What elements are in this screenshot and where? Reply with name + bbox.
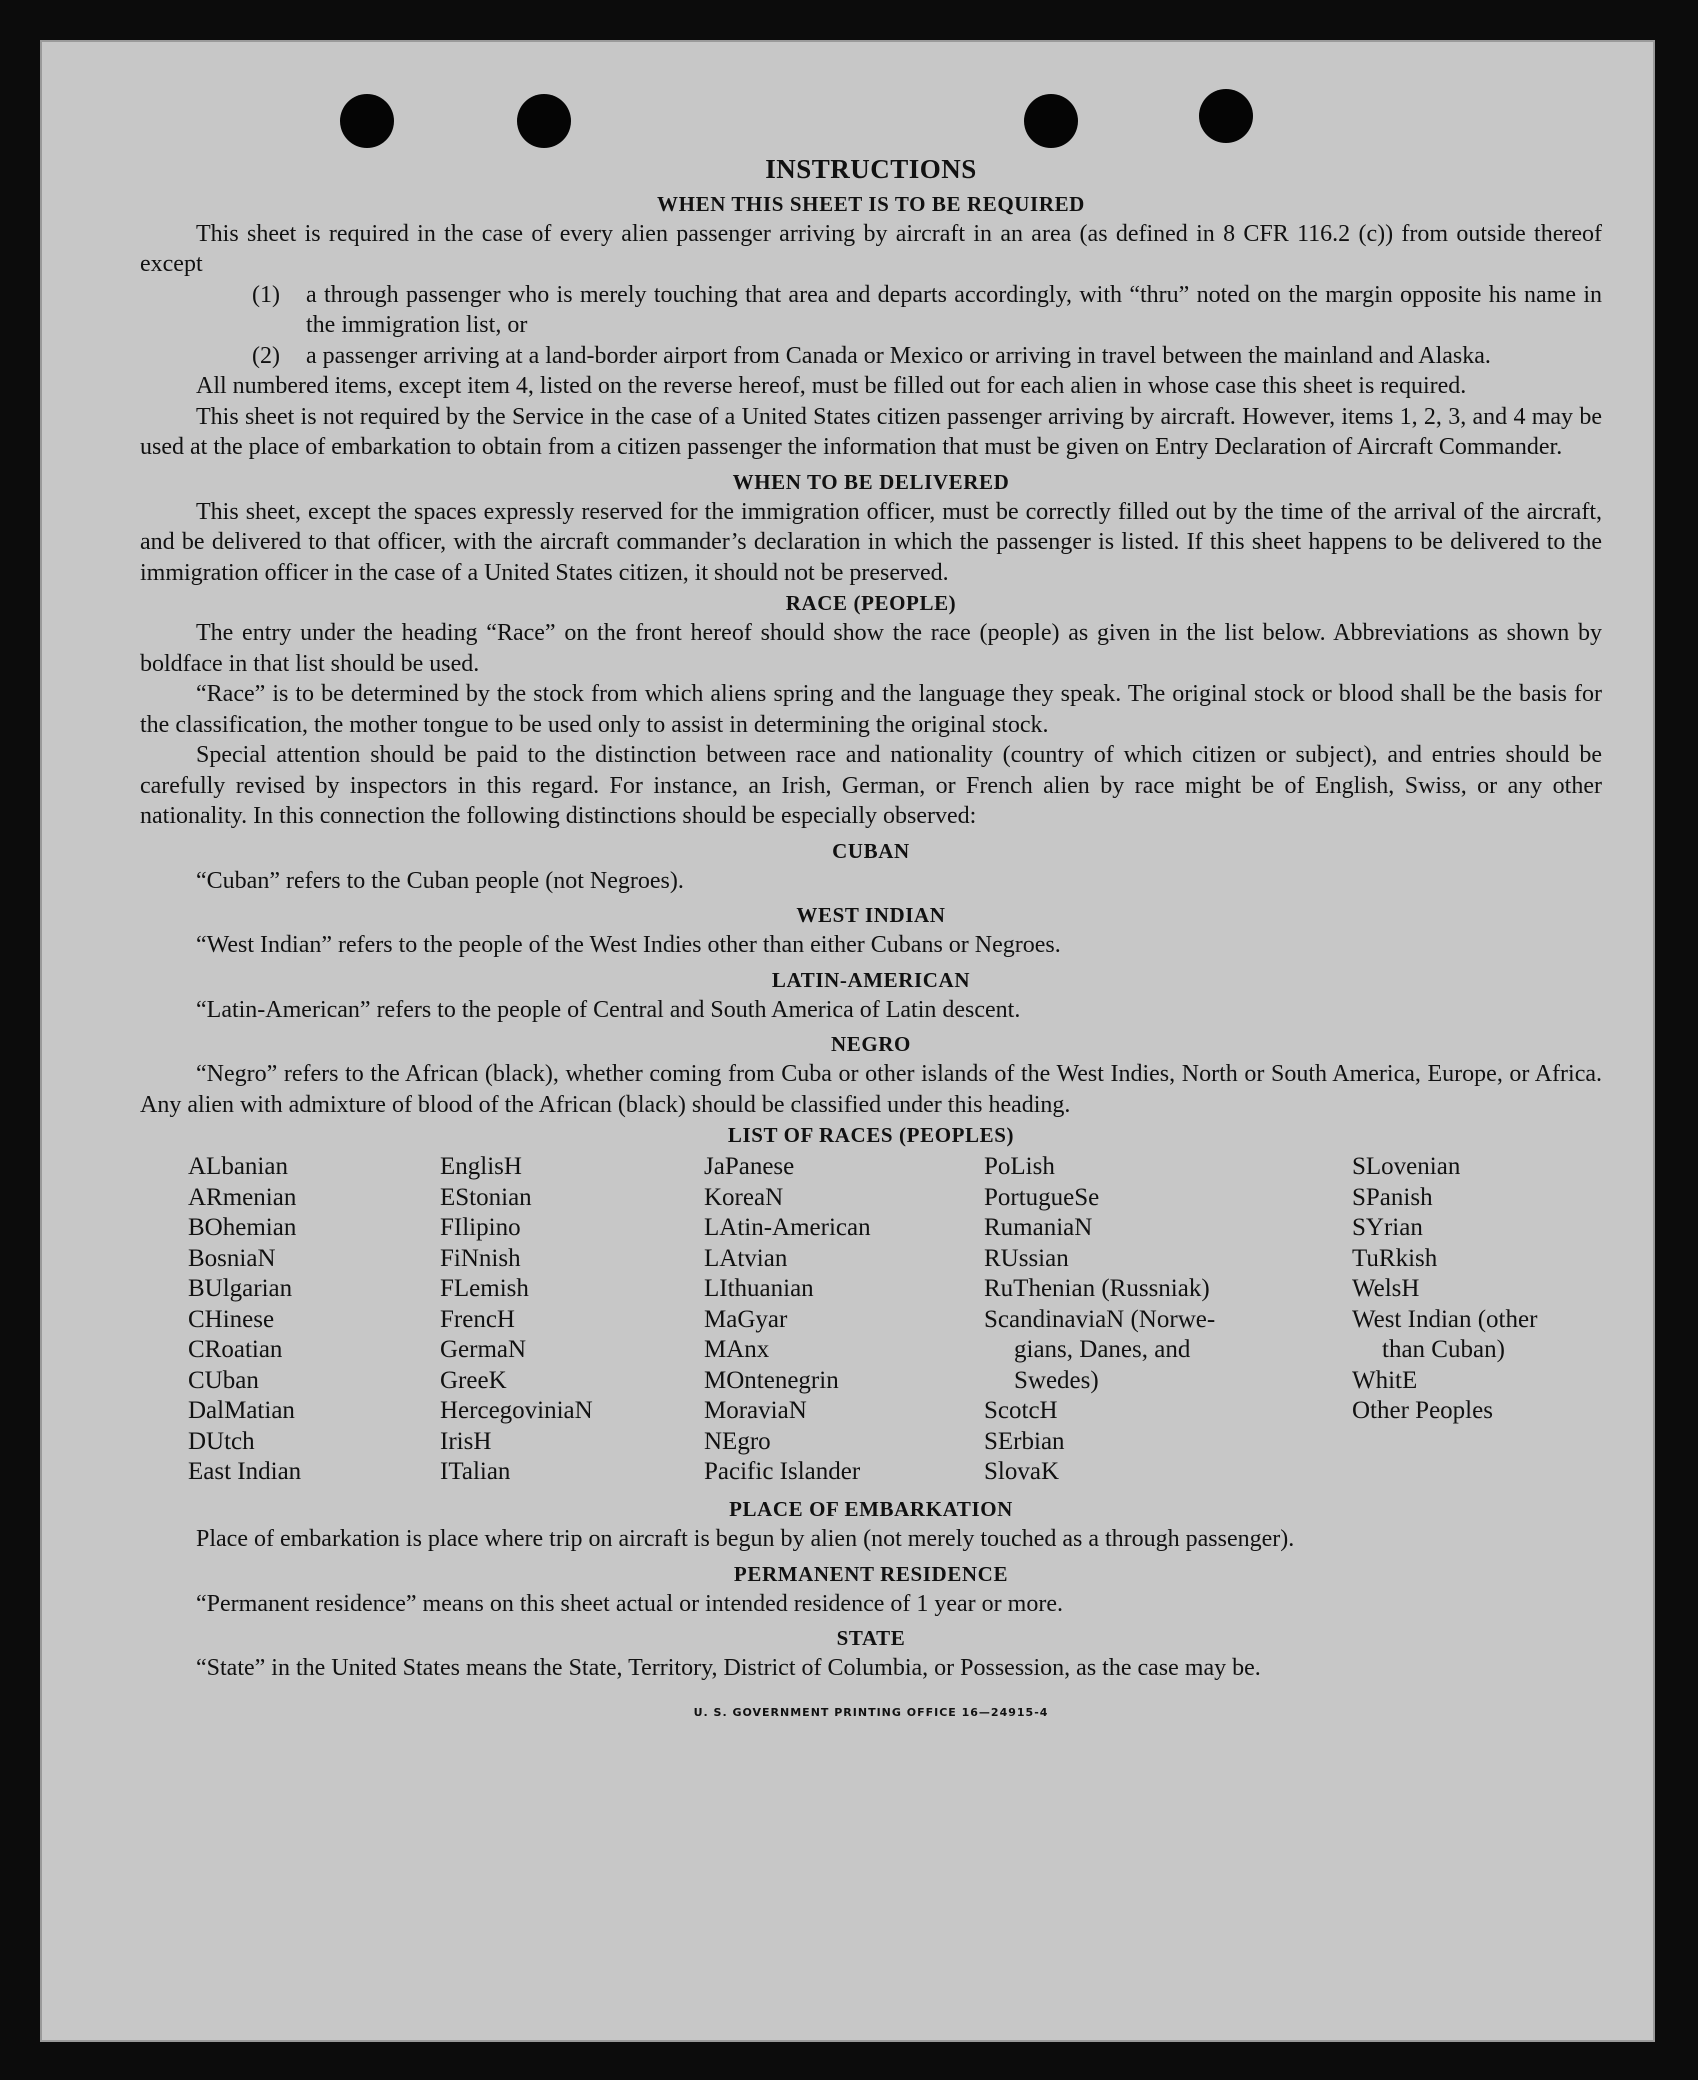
heading-when-required: WHEN THIS SHEET IS TO BE REQUIRED (657, 191, 1085, 216)
race-entry: SLovenian (1352, 1153, 1461, 1180)
race-entry: DUtch (188, 1427, 255, 1455)
race-entry: GreeK (440, 1366, 507, 1394)
race-column (984, 1152, 1215, 1488)
race-entry: RuThenian (Russniak) (984, 1275, 1210, 1302)
heading-when-delivered: WHEN TO BE DELIVERED (732, 469, 1010, 494)
paragraph: “Race” is to be determined by the stock from which aliens spring and the language they speak. The original stock or blood shall be the basis for the classification, the mother tongue to be used only to assist in determining the original stock. (140, 681, 1602, 738)
race-entry: West Indian (other (1352, 1305, 1538, 1333)
race-entry: CUban (188, 1366, 259, 1394)
race-entry: SPanish (1352, 1183, 1433, 1211)
race-list (140, 1152, 1602, 1490)
race-entry: Other Peoples (1352, 1397, 1493, 1424)
item-text: a through passenger who is merely touching that area and departs accordingly, with “thru” noted on the margin opposite his name in the immigration list, or (306, 281, 1602, 338)
paragraph: This sheet is required in the case of every alien passenger arriving by aircraft in an area (as defined in 8 CFR 116.2 (c)) from outside thereof except (140, 220, 1602, 277)
race-entry: Pacific Islander (704, 1458, 861, 1485)
heading-latin-american: LATIN-AMERICAN (771, 967, 971, 992)
race-entry: DalMatian (188, 1397, 295, 1424)
race-column (1352, 1152, 1537, 1427)
item-number: (1) (252, 281, 280, 308)
race-column (704, 1152, 871, 1488)
race-entry: MAnx (704, 1336, 770, 1363)
race-entry: FIlipino (440, 1214, 521, 1241)
race-entry: BosniaN (188, 1244, 276, 1272)
race-entry: GermaN (440, 1336, 527, 1363)
race-column (188, 1152, 301, 1488)
definition: “Negro” refers to the African (black), whether coming from Cuba or other islands of the West Indies, North or South America, Europe, or Africa. Any alien with admixture of blood of the African (black) should be classified under this heading. (140, 1061, 1602, 1118)
race-entry: BUlgarian (188, 1275, 293, 1302)
race-entry: FiNnish (440, 1244, 521, 1272)
race-entry: SYrian (1352, 1214, 1423, 1241)
heading-residence: PERMANENT RESIDENCE (733, 1561, 1009, 1586)
race-entry: MoraviaN (704, 1397, 807, 1424)
race-entry-continued: Swedes) (1014, 1366, 1099, 1394)
heading-embarkation: PLACE OF EMBARKATION (729, 1497, 1013, 1521)
race-entry: JaPanese (704, 1153, 795, 1180)
race-entry: ScandinaviaN (Norwe- (984, 1305, 1216, 1333)
definition: Place of embarkation is place where trip on aircraft is begun by alien (not merely touched as a through passenger). (196, 1526, 1295, 1552)
race-entry: PortugueSe (984, 1183, 1100, 1211)
race-entry: CRoatian (188, 1336, 283, 1363)
race-column (440, 1152, 593, 1488)
race-entry: MaGyar (704, 1305, 788, 1333)
paragraph: This sheet is not required by the Service in the case of a United States citizen passenger arriving by aircraft. However, items 1, 2, 3, and 4 may be used at the place of embarkation to obtain from a citizen passenger the information that must be given on Entry Declaration of Aircraft Commander. (140, 403, 1602, 460)
race-entry: LAtvian (704, 1244, 788, 1272)
race-entry: East Indian (188, 1458, 302, 1485)
race-entry: SErbian (984, 1427, 1065, 1455)
exception-item (140, 341, 1602, 372)
race-entry: ITalian (440, 1458, 511, 1485)
race-entry: WhitE (1352, 1366, 1418, 1394)
race-entry: NEgro (704, 1427, 771, 1455)
instructions-content (140, 114, 1602, 1728)
race-entry: EStonian (440, 1183, 532, 1211)
paragraph: The entry under the heading “Race” on the front hereof should show the race (people) as given in the list below. Abbreviations as shown by boldface in that list should be used. (140, 620, 1602, 677)
exception-item (140, 280, 1602, 341)
race-entry: EnglisH (440, 1153, 522, 1180)
race-entry: FrencH (440, 1305, 515, 1333)
race-entry: ALbanian (188, 1153, 288, 1180)
race-entry: CHinese (188, 1305, 275, 1333)
paragraph: This sheet, except the spaces expressly reserved for the immigration officer, must be correctly filled out by the time of the arrival of the aircraft, and be delivered to that officer, with the aircraft commander’s declaration in which the passenger is listed. If this sheet happens to be delivered to the immigration officer in the case of a United States citizen, it should not be preserved. (140, 498, 1602, 586)
definition: “Cuban” refers to the Cuban people (not Negroes). (196, 867, 684, 894)
definition: “Permanent residence” means on this sheet actual or intended residence of 1 year or more. (196, 1590, 1063, 1617)
printer-imprint: U. S. GOVERNMENT PRINTING OFFICE 16—24915-4 (693, 1705, 1049, 1719)
definition: “State” in the United States means the State, Territory, District of Columbia, or Possession, as the case may be. (196, 1655, 1261, 1681)
heading-race: RACE (PEOPLE) (785, 591, 957, 615)
definition: “Latin-American” refers to the people of Central and South America of Latin descent. (196, 996, 1021, 1023)
heading-state: STATE (836, 1626, 906, 1650)
race-entry: FLemish (440, 1275, 529, 1302)
race-entry: BOhemian (188, 1214, 297, 1241)
race-entry: MOntenegrin (704, 1366, 839, 1394)
race-entry: SlovaK (984, 1458, 1059, 1485)
document-page (40, 40, 1655, 2042)
heading-west-indian: WEST INDIAN (796, 903, 946, 927)
paragraph: All numbered items, except item 4, listed on the reverse hereof, must be filled out for each alien in whose case this sheet is required. (196, 373, 1467, 399)
race-entry-continued: gians, Danes, and (1014, 1336, 1191, 1363)
race-entry: RumaniaN (984, 1214, 1093, 1241)
heading-negro: NEGRO (830, 1032, 911, 1056)
race-entry: IrisH (440, 1427, 492, 1455)
race-entry: ARmenian (188, 1183, 297, 1211)
heading-list-of-races: LIST OF RACES (PEOPLES) (727, 1123, 1015, 1147)
item-text: a passenger arriving at a land-border airport from Canada or Mexico or arriving in travel between the mainland and Alaska. (306, 342, 1491, 369)
race-entry: WelsH (1352, 1275, 1420, 1302)
race-entry: TuRkish (1352, 1244, 1438, 1272)
race-entry: HercegoviniaN (440, 1397, 593, 1424)
page-title: INSTRUCTIONS (765, 154, 977, 184)
definition: “West Indian” refers to the people of the West Indies other than either Cubans or Negroes. (196, 932, 1061, 958)
race-entry: ScotcH (984, 1397, 1058, 1424)
heading-cuban: CUBAN (832, 838, 910, 863)
paragraph: Special attention should be paid to the distinction between race and nationality (country of which citizen or subject), and entries should be carefully revised by inspectors in this regard. For instance, an Irish, German, or French alien by race might be of English, Swiss, or any other nationality. In this connection the following distinctions should be especially observed: (140, 742, 1602, 829)
race-entry: LIthuanian (704, 1275, 814, 1302)
race-entry: KoreaN (704, 1183, 784, 1211)
race-entry: LAtin-American (704, 1214, 871, 1241)
race-entry: RUssian (984, 1244, 1069, 1272)
race-entry: PoLish (984, 1153, 1055, 1180)
item-number: (2) (252, 342, 280, 369)
race-entry-continued: than Cuban) (1382, 1336, 1505, 1363)
